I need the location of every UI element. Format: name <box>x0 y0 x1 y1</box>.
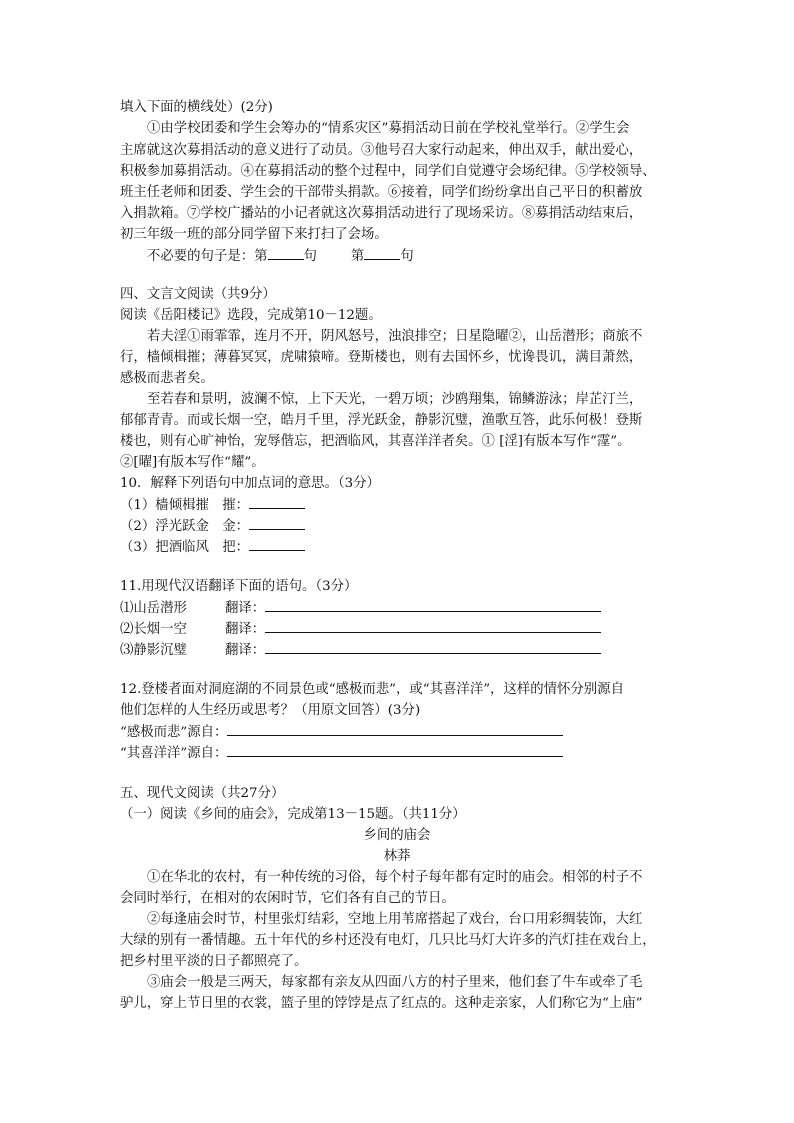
q12-item <box>120 721 563 743</box>
section5-intro: （一）阅读《乡间的庙会》，完成第13－15题。（共11分） <box>120 807 466 822</box>
q9-intro: 填入下面的横线处）(2分) <box>120 100 273 115</box>
q10-answer-blank[interactable] <box>249 536 305 551</box>
q10-item-label: （1）樯倾楫摧 摧： <box>120 498 250 513</box>
article-paragraph-line: 把乡村里平淡的日子都照亮了。 <box>120 954 308 969</box>
article-paragraph-line: 驴儿，穿上节日里的衣裳，篮子里的饽饽是点了红点的。这种走亲家，人们称它为“上庙” <box>120 996 643 1011</box>
q9-answer-line <box>147 245 414 267</box>
q12-answer-blank[interactable] <box>227 721 563 736</box>
q11-title: 11.用现代汉语翻译下面的语句。（3分） <box>120 579 358 594</box>
q11-translate-label: 翻译： <box>225 643 266 658</box>
q9-line: 主席就这次募捐活动的意义进行了动员。③他号召大家行动起来，伸出双手，献出爱心， <box>120 143 643 158</box>
classical-para1-line: 感极而悲者矣。 <box>120 371 214 386</box>
q11-translate-label: 翻译： <box>225 601 266 616</box>
article-paragraph-line: ③庙会一般是三两天，每家都有亲友从四面八方的村子里来，他们套了牛车或牵了毛 <box>147 975 643 990</box>
q10-item-label: （3）把酒临风 把： <box>120 540 250 555</box>
q9-answer-mid1: 句 <box>303 249 317 264</box>
q11-item <box>120 597 601 619</box>
article-paragraph-line: 会同时举行，在相对的农闲时节，它们各有自己的节日。 <box>120 891 455 906</box>
q11-answer-blank[interactable] <box>265 597 601 612</box>
q9-answer-blank-1[interactable] <box>268 245 304 260</box>
classical-para2-line: 楼也，则有心旷神怡，宠辱偕忘，把酒临风，其喜洋洋者矣。① [淫]有版本写作“霪”。 <box>120 434 631 449</box>
q10-answer-blank[interactable] <box>249 494 305 509</box>
q11-item <box>120 639 601 661</box>
q9-line: 积极参加募捐活动。④在募捐活动的整个过程中，同学们自觉遵守会场纪律。⑤学校领导、 <box>120 164 656 179</box>
q9-line: ①由学校团委和学生会筹办的“情系灾区”募捐活动日前在学校礼堂举行。②学生会 <box>147 121 630 136</box>
q11-answer-blank[interactable] <box>265 639 601 654</box>
section4-heading: 四、文言文阅读（共9分） <box>120 287 276 302</box>
q9-answer-prefix: 不必要的句子是：第 <box>147 249 268 264</box>
section5-heading: 五、现代文阅读（共27分） <box>120 786 285 801</box>
q10-item <box>120 515 305 537</box>
q12-item-label: “其喜洋洋”源自： <box>120 746 228 761</box>
q12-title: 他们怎样的人生经历或思考？（用原文回答）(3分) <box>120 703 421 718</box>
q12-answer-blank[interactable] <box>227 742 563 757</box>
q10-item-label: （2）浮光跃金 金： <box>120 519 250 534</box>
classical-para2-line: 至若春和景明，波澜不惊，上下天光，一碧万顷；沙鸥翔集，锦鳞游泳；岸芷汀兰， <box>147 392 643 407</box>
q11-phrase: ⑵长烟一空 <box>120 622 187 637</box>
article-paragraph-line: ①在华北的农村，有一种传统的习俗，每个村子每年都有定时的庙会。相邻的村子不 <box>147 870 643 885</box>
q10-item <box>120 494 305 516</box>
q10-title: 10．解释下列语句中加点词的意思。（3分） <box>120 476 380 491</box>
q9-line: 入捐款箱。⑦学校广播站的小记者就这次募捐活动进行了现场采访。⑧募捐活动结束后， <box>120 206 643 221</box>
q12-item-label: “感极而悲”源自： <box>120 725 228 740</box>
section4-intro: 阅读《岳阳楼记》选段，完成第10－12题。 <box>120 308 382 323</box>
q9-line: 初三年级一班的部分同学留下来打扫了会场。 <box>120 227 388 242</box>
q11-item <box>120 618 601 640</box>
classical-para1-line: 若夫淫①雨霏霏，连月不开，阴风怒号，浊浪排空；日星隐曜②，山岳潜形；商旅不 <box>147 329 643 344</box>
q9-answer-blank-2[interactable] <box>364 245 400 260</box>
q12-title: 12.登楼者面对洞庭湖的不同景色或“感极而悲”，或“其喜洋洋”，这样的情怀分别源自 <box>120 682 624 697</box>
q11-translate-label: 翻译： <box>225 622 266 637</box>
article-title: 乡间的庙会 <box>363 828 431 843</box>
article-paragraph-line: ②每逢庙会时节，村里张灯结彩，空地上用苇席搭起了戏台，台口用彩绸装饰，大红 <box>147 912 643 927</box>
q12-item <box>120 742 563 764</box>
classical-para1-line: 行，樯倾楫摧；薄暮冥冥，虎啸猿啼。登斯楼也，则有去国怀乡，忧谗畏讥，满目萧然， <box>120 350 643 365</box>
classical-para2-line: 郁郁青青。而或长烟一空，皓月千里，浮光跃金，静影沉璧，渔歌互答，此乐何极！登斯 <box>120 413 643 428</box>
q10-item <box>120 536 305 558</box>
q9-line: 班主任老师和团委、学生会的干部带头捐款。⑥接着，同学们纷纷拿出自己平日的积蓄放 <box>120 185 643 200</box>
q11-phrase: ⑴山岳潜形 <box>120 601 187 616</box>
classical-para2-line: ②[曜]有版本写作“耀”。 <box>120 455 265 470</box>
q9-answer-mid2: 第 <box>350 249 365 264</box>
article-author: 林莽 <box>383 849 411 864</box>
q9-answer-suffix: 句 <box>400 249 414 264</box>
article-paragraph-line: 大绿的别有一番情趣。五十年代的乡村还没有电灯，几只比马灯大许多的汽灯挂在戏台上， <box>120 933 656 948</box>
q10-answer-blank[interactable] <box>249 515 305 530</box>
q11-phrase: ⑶静影沉璧 <box>120 643 187 658</box>
q11-answer-blank[interactable] <box>265 618 601 633</box>
